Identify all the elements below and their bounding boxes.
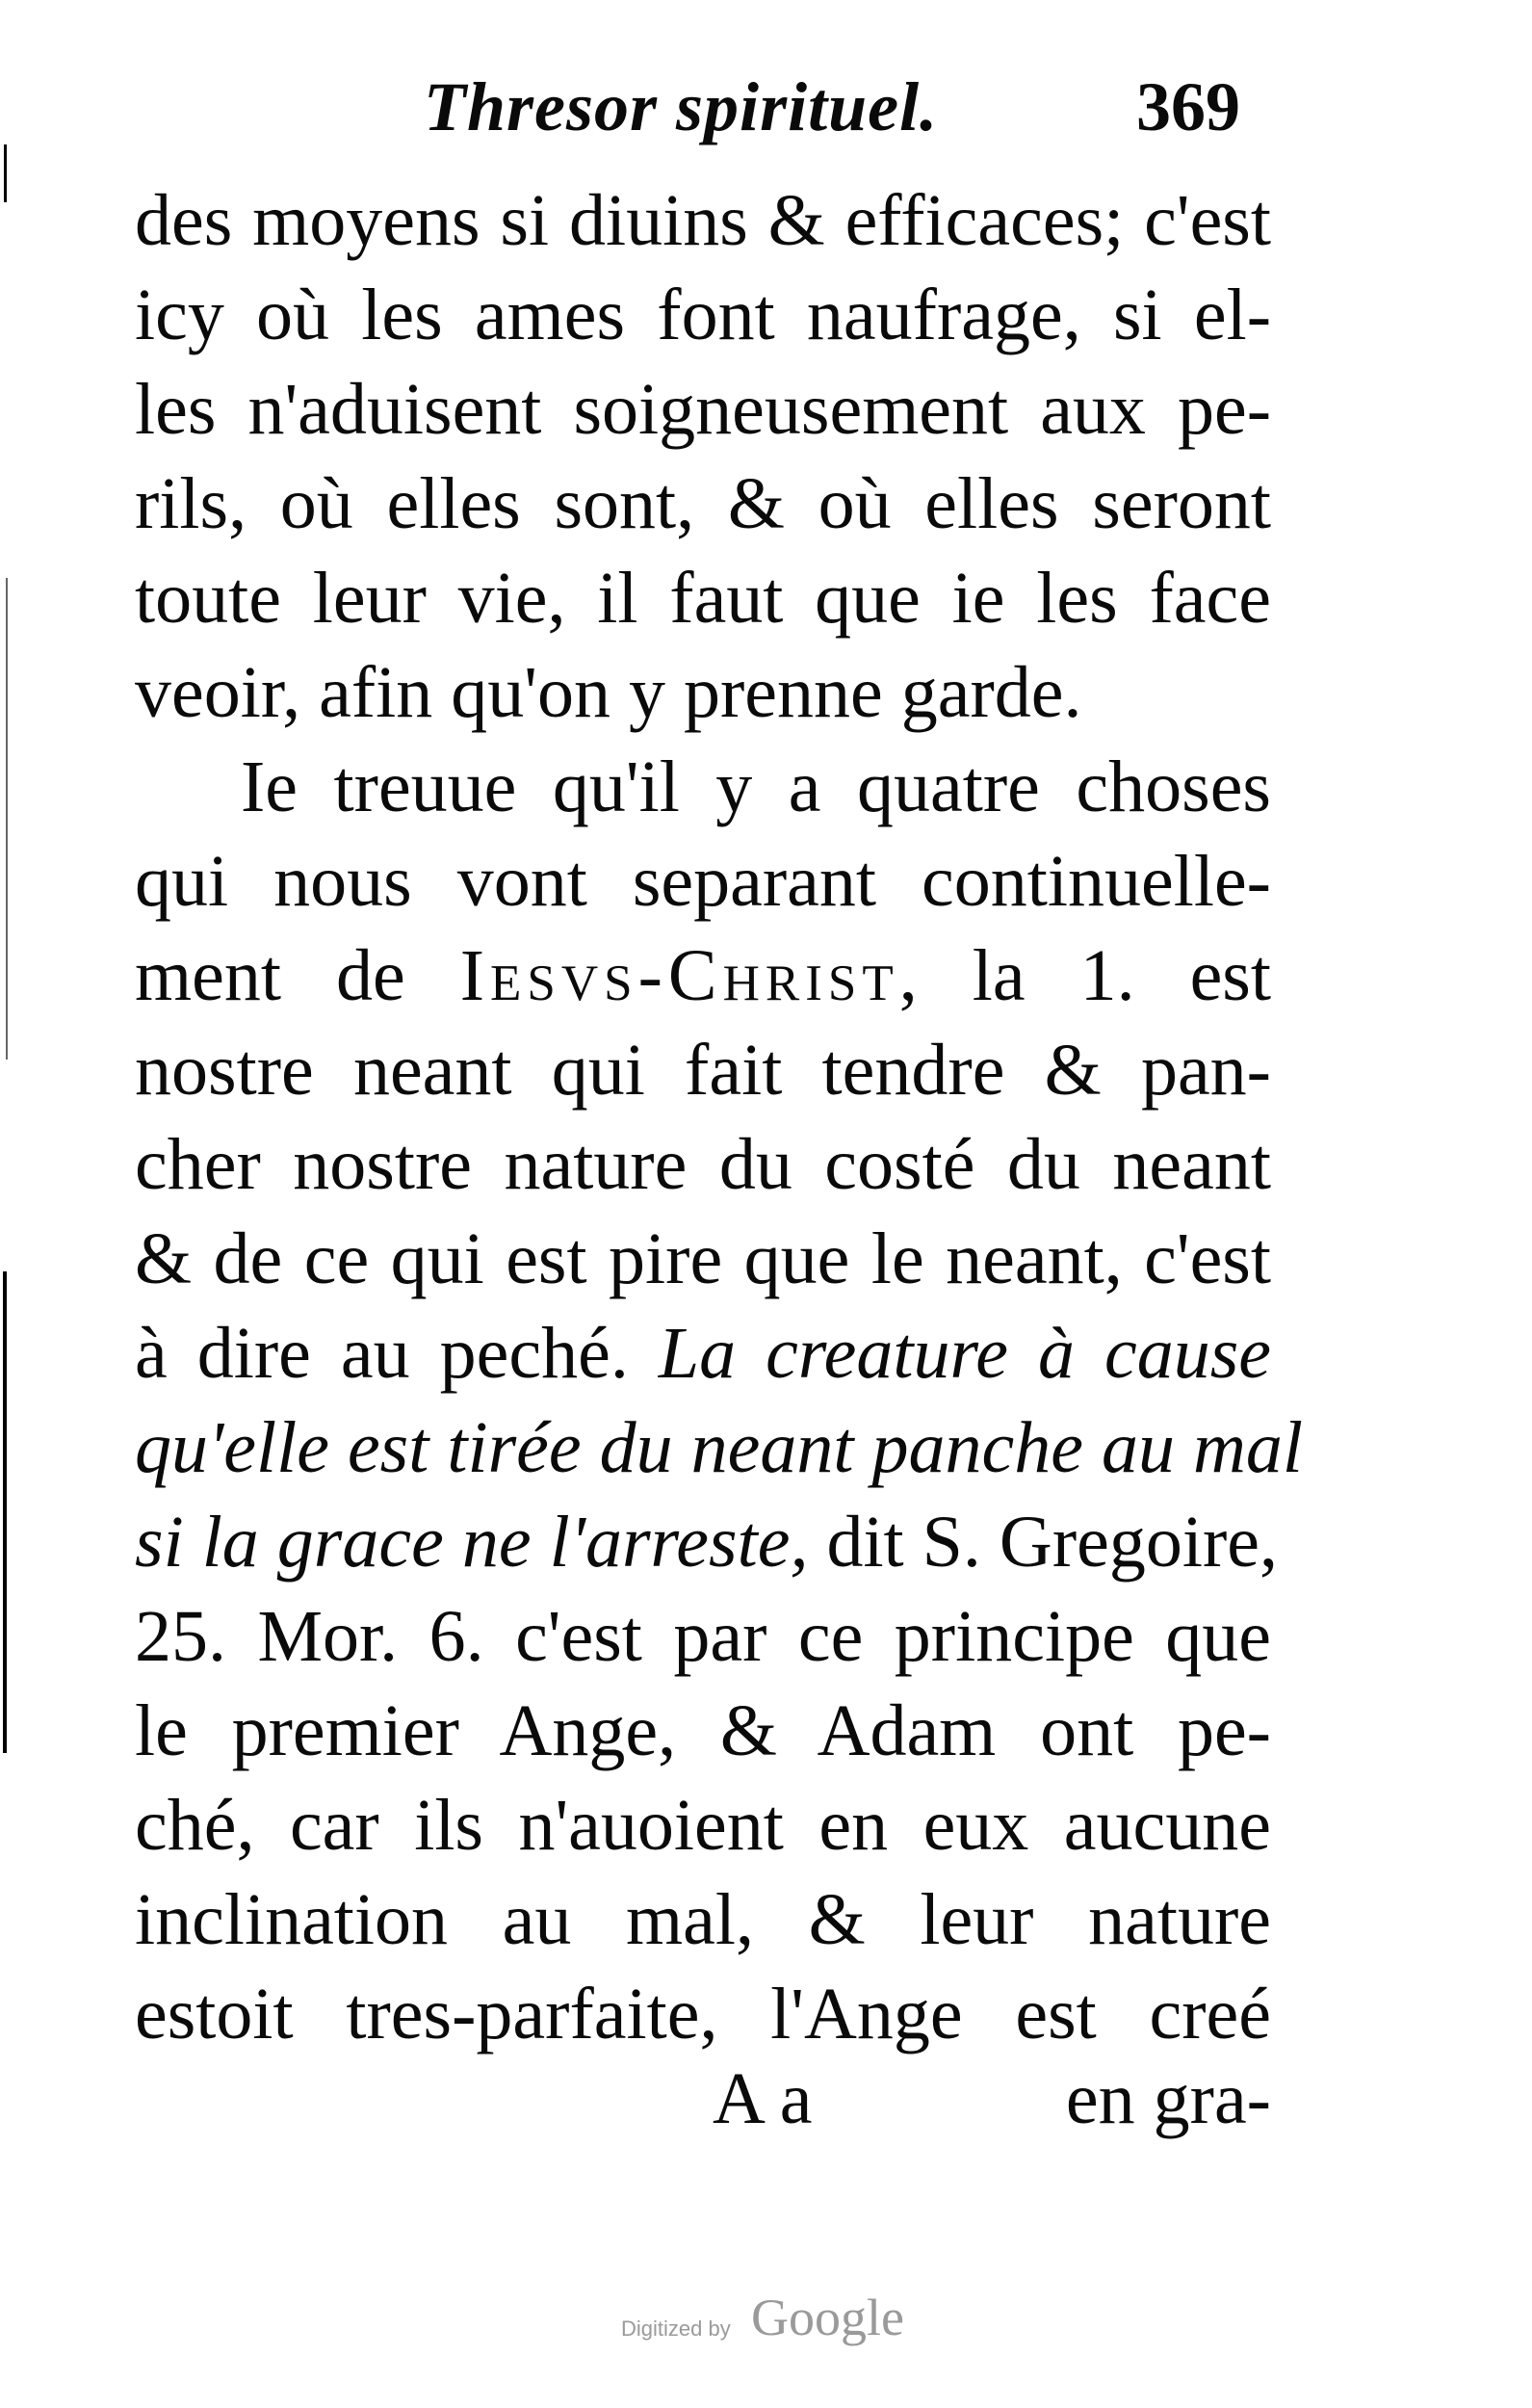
signature-mark: A a xyxy=(713,2058,813,2139)
text-line: ché, car ils n'auoient en eux aucune xyxy=(135,1785,1271,1866)
text-line xyxy=(135,1495,1279,1589)
text-fragment: , la 1. est xyxy=(898,935,1272,1016)
scan-edge-mark xyxy=(3,1271,7,1753)
text-line: veoir, afin qu'on y prenne garde. xyxy=(135,652,1082,733)
text-line xyxy=(135,1306,1271,1400)
watermark-prefix: Digitized by xyxy=(621,2316,731,2341)
scan-edge-mark xyxy=(6,578,8,1060)
running-head xyxy=(0,67,1532,154)
text-line: inclination au mal, & leur nature xyxy=(135,1879,1271,1960)
digitized-watermark xyxy=(621,2288,939,2355)
catchline xyxy=(713,2052,1271,2146)
text-line: qui nous vont separant continuelle- xyxy=(135,841,1271,922)
quotation-italic: La creature à cause xyxy=(658,1313,1272,1394)
page-number: 369 xyxy=(1136,68,1240,145)
text-fragment: ment de xyxy=(135,935,405,1016)
google-logo: Google xyxy=(751,2289,904,2346)
text-line: rils, où elles sont, & où elles seront xyxy=(135,463,1271,544)
text-line: le premier Ange, & Adam ont pe- xyxy=(135,1690,1271,1771)
text-line: icy où les ames font naufrage, si el- xyxy=(135,275,1271,355)
text-line: 25. Mor. 6. c'est par ce principe que xyxy=(135,1596,1271,1677)
body-text xyxy=(135,173,1303,2061)
text-line: des moyens si diuins & efficaces; c'est xyxy=(135,180,1271,261)
text-line xyxy=(135,929,1271,1023)
text-line: les n'aduisent soigneusement aux pe- xyxy=(135,369,1271,450)
paragraph-first-line: Ie treuue qu'il y a quatre choses xyxy=(241,746,1271,827)
text-line: estoit tres-parfaite, l'Ange est creé xyxy=(135,1974,1271,2055)
text-line: nostre neant qui fait tendre & pan- xyxy=(135,1030,1271,1111)
text-fragment: à dire au peché. xyxy=(135,1313,629,1394)
running-head-title: Thresor spirituel. xyxy=(424,68,939,145)
text-line: cher nostre nature du costé du neant xyxy=(135,1124,1271,1205)
text-line: & de ce qui est pire que le neant, c'est xyxy=(135,1218,1271,1299)
name-jesus-christ: Iesvs-Christ xyxy=(459,935,899,1016)
quotation-italic: si la grace ne l'arreste, xyxy=(135,1502,809,1583)
text-line: toute leur vie, il faut que ie les face xyxy=(135,558,1271,639)
quotation-line: qu'elle est tirée du neant panche au mal xyxy=(135,1407,1303,1488)
catchword: en gra- xyxy=(1065,2058,1271,2139)
text-fragment: dit S. Gregoire, xyxy=(826,1502,1279,1583)
